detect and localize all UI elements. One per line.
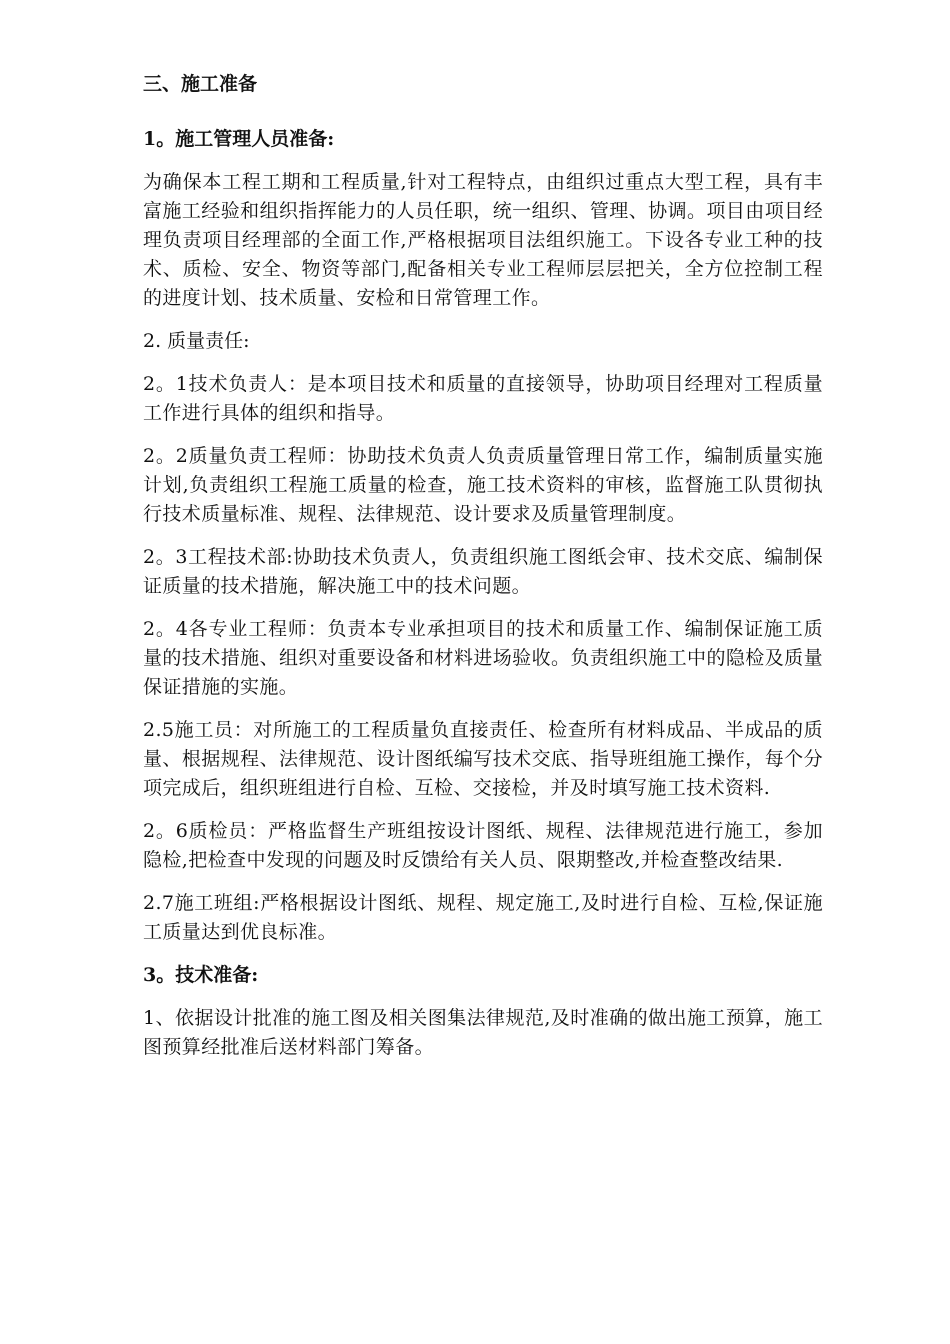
paragraph-technical: 1、依据设计批准的施工图及相关图集法律规范,及时准确的做出施工预算，施工图预算经批准后送材料部门筹备。 bbox=[143, 1007, 823, 1058]
subsection-title-technical: 3。技术准备: bbox=[143, 964, 259, 986]
subsection-title-staff: 1。施工管理人员准备: bbox=[143, 128, 335, 150]
paragraph-item: 2。2质量负责工程师：协助技术负责人负责质量管理日常工作，编制质量实施计划,负责组织工程施工质量的检查，施工技术资料的审核，监督施工队贯彻执行技术质量标准、规程、法律规范、设计要求及质量管理制度。 bbox=[143, 445, 823, 525]
paragraph-item: 2。1技术负责人：是本项目技术和质量的直接领导，协助项目经理对工程质量工作进行具体的组织和指导。 bbox=[143, 373, 823, 424]
subsection-title-quality: 2. 质量责任: bbox=[143, 330, 250, 352]
document-page bbox=[143, 70, 823, 1076]
paragraph-item: 2.5施工员：对所施工的工程质量负直接责任、检查所有材料成品、半成品的质量、根据规程、法律规范、设计图纸编写技术交底、指导班组施工操作，每个分项完成后，组织班组进行自检、互检、交接检，并及时填写施工技术资料. bbox=[143, 719, 823, 799]
paragraph-item: 2。6质检员：严格监督生产班组按设计图纸、规程、法律规范进行施工，参加隐检,把检查中发现的问题及时反馈给有关人员、限期整改,并检查整改结果. bbox=[143, 820, 823, 871]
paragraph-staff: 为确保本工程工期和工程质量,针对工程特点，由组织过重点大型工程，具有丰富施工经验和组织指挥能力的人员任职，统一组织、管理、协调。项目由项目经理负责项目经理部的全面工作,严格根据项目法组织施工。下设各专业工种的技术、质检、安全、物资等部门,配备相关专业工程师层层把关，全方位控制工程的进度计划、技术质量、安检和日常管理工作。 bbox=[143, 171, 823, 309]
paragraph-item: 2。3工程技术部:协助技术负责人，负责组织施工图纸会审、技术交底、编制保证质量的技术措施，解决施工中的技术问题。 bbox=[143, 546, 823, 597]
paragraph-item: 2。4各专业工程师：负责本专业承担项目的技术和质量工作、编制保证施工质量的技术措施、组织对重要设备和材料进场验收。负责组织施工中的隐检及质量保证措施的实施。 bbox=[143, 618, 823, 698]
section-title: 三、施工准备 bbox=[143, 73, 258, 95]
paragraph-item: 2.7施工班组:严格根据设计图纸、规程、规定施工,及时进行自检、互检,保证施工质量达到优良标准。 bbox=[143, 892, 823, 943]
